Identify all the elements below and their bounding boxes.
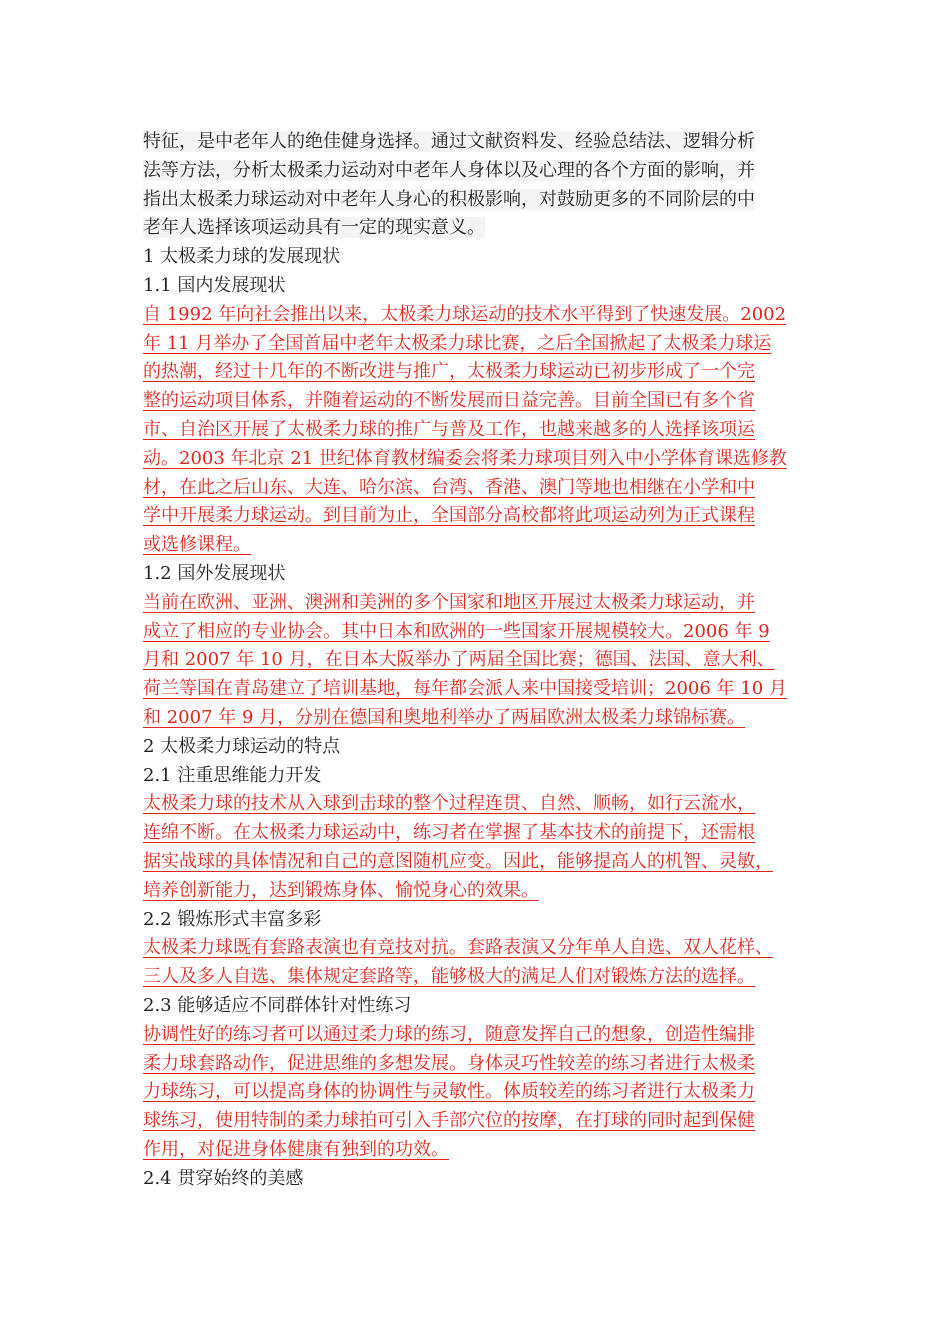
paragraph-line: 学中开展柔力球运动。到目前为止，全国部分高校都将此项运动列为正式课程 xyxy=(143,505,755,527)
paragraph-1-1 xyxy=(143,301,823,560)
document-body xyxy=(143,128,823,1193)
paragraph-line: 月和 2007 年 10 月，在日本大阪举办了两届全国比赛；德国、法国、意大利、 xyxy=(143,649,775,671)
paragraph-line: 太极柔力球既有套路表演也有竞技对抗。套路表演又分年单人自选、双人花样、 xyxy=(143,937,773,959)
paragraph-line: 当前在欧洲、亚洲、澳洲和美洲的多个国家和地区开展过太极柔力球运动，并 xyxy=(143,591,755,613)
section-heading-2-4: 2.4 贯穿始终的美感 xyxy=(143,1167,304,1189)
paragraph-line: 动。2003 年北京 21 世纪体育教材编委会将柔力球项目列入中小学体育课选修教 xyxy=(143,447,787,469)
paragraph-line: 整的运动项目体系，并随着运动的不断发展而日益完善。目前全国已有多个省 xyxy=(143,390,755,412)
section-heading-1-1: 1.1 国内发展现状 xyxy=(143,274,286,296)
paragraph-line: 的热潮，经过十几年的不断改进与推广，太极柔力球运动已初步形成了一个完 xyxy=(143,361,755,383)
paragraph-line: 材，在此之后山东、大连、哈尔滨、台湾、香港、澳门等地也相继在小学和中 xyxy=(143,476,755,498)
section-heading-1-2: 1.2 国外发展现状 xyxy=(143,562,286,584)
paragraph-2-3 xyxy=(143,1021,823,1165)
intro-line: 特征，是中老年人的绝佳健身选择。通过文献资料发、经验总结法、逻辑分析 xyxy=(143,131,755,152)
paragraph-line: 培养创新能力，达到锻炼身体、愉悦身心的效果。 xyxy=(143,879,539,901)
paragraph-line: 自 1992 年向社会推出以来，太极柔力球运动的技术水平得到了快速发展。2002 xyxy=(143,303,787,325)
paragraph-line: 太极柔力球的技术从入球到击球的整个过程连贯、自然、顺畅，如行云流水， xyxy=(143,793,755,815)
paragraph-line: 荷兰等国在青岛建立了培训基地，每年都会派人来中国接受培训；2006 年 10 月 xyxy=(143,678,787,700)
paragraph-line: 年 11 月举办了全国首届中老年太极柔力球比赛，之后全国掀起了太极柔力球运 xyxy=(143,332,772,354)
section-heading-2: 2 太极柔力球运动的特点 xyxy=(143,735,341,757)
paragraph-line: 力球练习，可以提高身体的协调性与灵敏性。体质较差的练习者进行太极柔力 xyxy=(143,1081,755,1103)
section-heading-2-2: 2.2 锻炼形式丰富多彩 xyxy=(143,908,322,930)
paragraph-line: 球练习，使用特制的柔力球拍可引入手部穴位的按摩，在打球的同时起到保健 xyxy=(143,1110,755,1132)
intro-line: 老年人选择该项运动具有一定的现实意义。 xyxy=(143,217,485,239)
paragraph-line: 据实战球的具体情况和自己的意图随机应变。因此，能够提高人的机智、灵敏， xyxy=(143,850,773,872)
paragraph-line: 和 2007 年 9 月，分别在德国和奥地利举办了两届欧洲太极柔力球锦标赛。 xyxy=(143,706,746,728)
paragraph-line: 市、自治区开展了太极柔力球的推广与普及工作，也越来越多的人选择该项运 xyxy=(143,418,755,440)
section-heading-2-1: 2.1 注重思维能力开发 xyxy=(143,764,322,786)
paragraph-line: 成立了相应的专业协会。其中日本和欧洲的一些国家开展规模较大。2006 年 9 xyxy=(143,620,770,642)
paragraph-line: 或选修课程。 xyxy=(143,534,251,556)
section-heading-1: 1 太极柔力球的发展现状 xyxy=(143,246,341,268)
intro-line: 指出太极柔力球运动对中老年人身心的积极影响，对鼓励更多的不同阶层的中 xyxy=(143,188,755,210)
paragraph-line: 三人及多人自选、集体规定套路等，能够极大的满足人们对锻炼方法的选择。 xyxy=(143,966,755,988)
paragraph-2-2 xyxy=(143,934,823,992)
intro-paragraph xyxy=(143,128,823,243)
paragraph-line: 柔力球套路动作，促进思维的多想发展。身体灵巧性较差的练习者进行太极柔 xyxy=(143,1052,755,1074)
paragraph-line: 作用，对促进身体健康有独到的功效。 xyxy=(143,1138,449,1160)
intro-line: 法等方法，分析太极柔力运动对中老年人身体以及心理的各个方面的影响，并 xyxy=(143,159,755,181)
section-heading-2-3: 2.3 能够适应不同群体针对性练习 xyxy=(143,994,412,1016)
paragraph-2-1 xyxy=(143,790,823,905)
paragraph-line: 连绵不断。在太极柔力球运动中，练习者在掌握了基本技术的前提下，还需根 xyxy=(143,822,755,844)
paragraph-line: 协调性好的练习者可以通过柔力球的练习，随意发挥自己的想象，创造性编排 xyxy=(143,1023,755,1045)
paragraph-1-2 xyxy=(143,589,823,733)
